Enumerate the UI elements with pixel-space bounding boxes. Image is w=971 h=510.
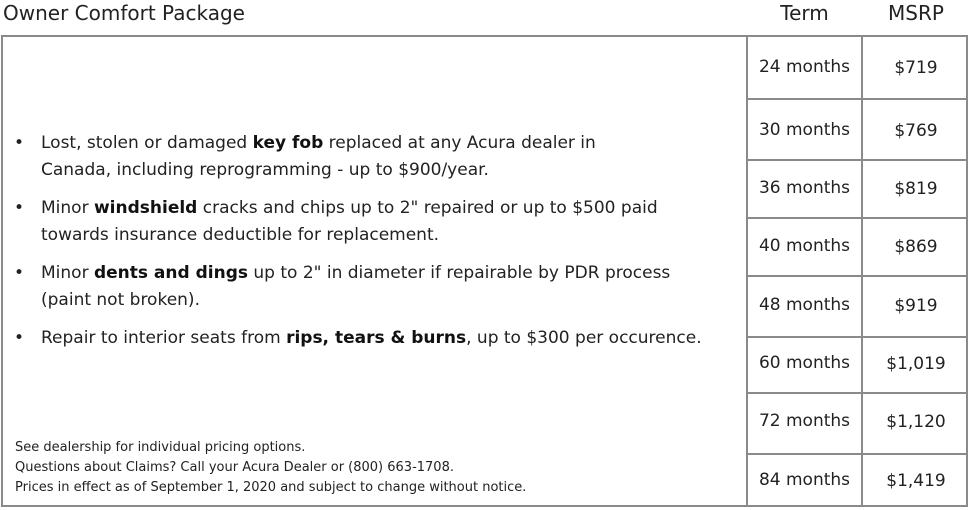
- benefit-text: towards insurance deductible for replacement.: [41, 225, 440, 245]
- benefit-text: Minor: [41, 263, 94, 283]
- benefits-list: [14, 130, 734, 363]
- page-title: Owner Comfort Package: [3, 1, 245, 25]
- column-divider: [861, 35, 863, 507]
- msrp-cell: $1,019: [886, 354, 946, 374]
- benefit-text: Repair to interior seats from: [41, 328, 287, 348]
- term-cell: 60 months: [758, 353, 851, 373]
- bullet-icon: •: [14, 198, 25, 218]
- benefit-text: Lost, stolen or damaged: [41, 133, 253, 153]
- benefit-text: , up to $300 per occurence.: [466, 328, 702, 348]
- msrp-cell: $769: [894, 121, 938, 141]
- term-cell: 40 months: [758, 236, 851, 256]
- column-divider: [746, 35, 748, 507]
- term-cell: 72 months: [758, 411, 851, 431]
- row-divider: [748, 392, 968, 394]
- term-cell: 24 months: [758, 57, 851, 77]
- list-item: [14, 325, 734, 352]
- benefit-highlight: windshield: [93, 198, 198, 218]
- msrp-cell: $869: [894, 237, 938, 257]
- term-cell: 48 months: [758, 295, 851, 315]
- term-cell: 30 months: [758, 120, 851, 140]
- benefit-highlight: rips, tears & burns: [286, 328, 467, 348]
- term-cell: 36 months: [758, 178, 851, 198]
- benefit-highlight: dents and dings: [93, 263, 248, 283]
- footnote: Prices in effect as of September 1, 2020 and subject to change without notice.: [15, 480, 527, 495]
- bullet-icon: •: [14, 328, 25, 348]
- list-item: [14, 195, 734, 249]
- term-cell: 84 months: [758, 470, 851, 490]
- row-divider: [748, 336, 968, 338]
- row-divider: [748, 159, 968, 161]
- list-item: [14, 260, 734, 314]
- benefit-text: Minor: [41, 198, 94, 218]
- benefit-text: replaced at any Acura dealer in: [323, 133, 596, 153]
- benefit-text: (paint not broken).: [41, 290, 200, 310]
- benefit-text: cracks and chips up to 2" repaired or up to $500 paid: [197, 198, 658, 218]
- row-divider: [748, 217, 968, 219]
- msrp-cell: $919: [894, 296, 938, 316]
- footnote: Questions about Claims? Call your Acura Dealer or (800) 663-1708.: [15, 460, 454, 475]
- footnote: See dealership for individual pricing options.: [15, 440, 306, 455]
- msrp-cell: $719: [894, 58, 938, 78]
- row-divider: [748, 453, 968, 455]
- row-divider: [748, 98, 968, 100]
- list-item: [14, 130, 734, 184]
- benefit-text: Canada, including reprogramming - up to $900/year.: [41, 160, 489, 180]
- msrp-cell: $819: [894, 179, 938, 199]
- bullet-icon: •: [14, 263, 25, 283]
- msrp-cell: $1,419: [886, 471, 946, 491]
- msrp-column-header: MSRP: [888, 1, 944, 25]
- footnotes: [15, 438, 526, 498]
- benefit-highlight: key fob: [252, 133, 324, 153]
- msrp-cell: $1,120: [886, 412, 946, 432]
- bullet-icon: •: [14, 133, 25, 153]
- benefit-text: up to 2" in diameter if repairable by PDR process: [247, 263, 671, 283]
- row-divider: [748, 275, 968, 277]
- term-column-header: Term: [780, 1, 829, 25]
